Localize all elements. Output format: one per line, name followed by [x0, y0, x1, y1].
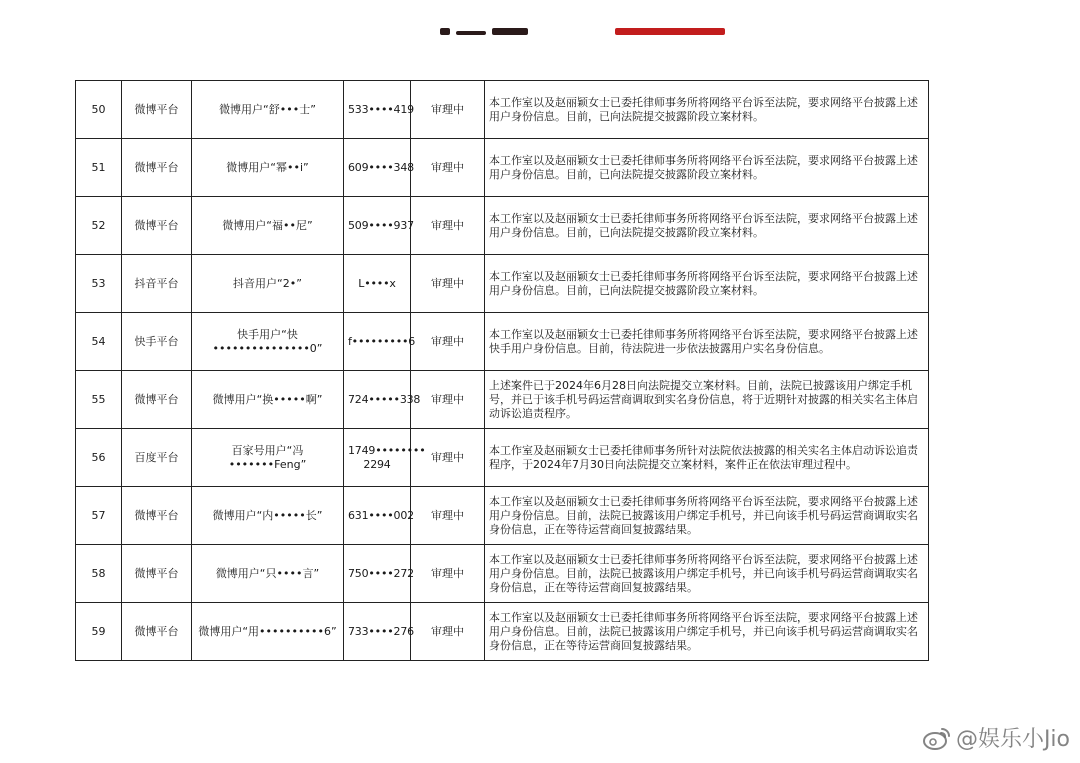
status-cell: 审理中: [411, 429, 485, 487]
status-cell: 审理中: [411, 139, 485, 197]
platform-cell: 抖音平台: [122, 255, 192, 313]
user-cell: 微博用户“幂••i”: [192, 139, 344, 197]
user-id-cell: f•••••••••6: [344, 313, 411, 371]
user-id-cell: 631••••002: [344, 487, 411, 545]
platform-cell: 微博平台: [122, 139, 192, 197]
progress-cell: 本工作室以及赵丽颖女士已委托律师事务所将网络平台诉至法院，要求网络平台披露上述用户身份信息。目前，已向法院提交披露阶段立案材料。: [485, 197, 929, 255]
case-table: [75, 80, 929, 661]
user-cell: 微博用户“舒•••士”: [192, 81, 344, 139]
table-row: [76, 603, 929, 661]
platform-cell: 微博平台: [122, 603, 192, 661]
weibo-icon: [922, 725, 952, 751]
table-row: [76, 255, 929, 313]
watermark-text: @娱乐小Jio: [955, 727, 1070, 752]
case-table-body: [76, 81, 929, 661]
user-cell: 微博用户“内•••••长”: [192, 487, 344, 545]
table-row: [76, 371, 929, 429]
row-number: 56: [76, 429, 122, 487]
table-row: [76, 81, 929, 139]
status-cell: 审理中: [411, 313, 485, 371]
user-id-cell: 1749•••••••• 2294: [344, 429, 411, 487]
user-id-cell: L••••x: [344, 255, 411, 313]
progress-cell: 本工作室及赵丽颖女士已委托律师事务所针对法院依法披露的相关实名主体启动诉讼追责程序，于2024年7月30日向法院提交立案材料，案件正在依法审理过程中。: [485, 429, 929, 487]
platform-cell: 微博平台: [122, 545, 192, 603]
platform-cell: 快手平台: [122, 313, 192, 371]
table-row: [76, 313, 929, 371]
progress-cell: 上述案件已于2024年6月28日向法院提交立案材料。目前，法院已披露该用户绑定手机号，并已于该手机号码运营商调取到实名身份信息，将于近期针对披露的相关实名主体启动诉讼追责程序。: [485, 371, 929, 429]
status-cell: 审理中: [411, 255, 485, 313]
user-id-cell: 609••••348: [344, 139, 411, 197]
progress-cell: 本工作室以及赵丽颖女士已委托律师事务所将网络平台诉至法院，要求网络平台披露上述用户身份信息。目前，已向法院提交披露阶段立案材料。: [485, 81, 929, 139]
watermark: [922, 722, 1070, 753]
user-id-cell: 533••••419: [344, 81, 411, 139]
row-number: 54: [76, 313, 122, 371]
row-number: 50: [76, 81, 122, 139]
table-row: [76, 139, 929, 197]
status-cell: 审理中: [411, 371, 485, 429]
user-id-cell: 724•••••338: [344, 371, 411, 429]
status-cell: 审理中: [411, 487, 485, 545]
user-cell: 快手用户“快•••••••••••••••0”: [192, 313, 344, 371]
user-id-cell: 750••••272: [344, 545, 411, 603]
user-id-cell: 509••••937: [344, 197, 411, 255]
table-row: [76, 487, 929, 545]
row-number: 55: [76, 371, 122, 429]
progress-cell: 本工作室以及赵丽颖女士已委托律师事务所将网络平台诉至法院，要求网络平台披露上述用户身份信息。目前，法院已披露该用户绑定手机号，并已向该手机号码运营商调取实名身份信息，正在等待运营商回复披露结果。: [485, 603, 929, 661]
user-id-cell: 733••••276: [344, 603, 411, 661]
status-cell: 审理中: [411, 603, 485, 661]
row-number: 53: [76, 255, 122, 313]
table-row: [76, 197, 929, 255]
platform-cell: 微博平台: [122, 197, 192, 255]
status-cell: 审理中: [411, 81, 485, 139]
cropped-header-fragment: [440, 22, 740, 38]
progress-cell: 本工作室以及赵丽颖女士已委托律师事务所将网络平台诉至法院，要求网络平台披露上述用户身份信息。目前，已向法院提交披露阶段立案材料。: [485, 139, 929, 197]
platform-cell: 微博平台: [122, 81, 192, 139]
status-cell: 审理中: [411, 197, 485, 255]
row-number: 52: [76, 197, 122, 255]
progress-cell: 本工作室以及赵丽颖女士已委托律师事务所将网络平台诉至法院，要求网络平台披露上述快手用户身份信息。目前，待法院进一步依法披露用户实名身份信息。: [485, 313, 929, 371]
user-cell: 微博用户“用••••••••••6”: [192, 603, 344, 661]
table-row: [76, 545, 929, 603]
progress-cell: 本工作室以及赵丽颖女士已委托律师事务所将网络平台诉至法院，要求网络平台披露上述用户身份信息。目前，法院已披露该用户绑定手机号，并已向该手机号码运营商调取实名身份信息，正在等待运营商回复披露结果。: [485, 487, 929, 545]
status-cell: 审理中: [411, 545, 485, 603]
progress-cell: 本工作室以及赵丽颖女士已委托律师事务所将网络平台诉至法院，要求网络平台披露上述用户身份信息。目前，已向法院提交披露阶段立案材料。: [485, 255, 929, 313]
platform-cell: 微博平台: [122, 487, 192, 545]
table-row: [76, 429, 929, 487]
progress-cell: 本工作室以及赵丽颖女士已委托律师事务所将网络平台诉至法院，要求网络平台披露上述用户身份信息。目前，法院已披露该用户绑定手机号，并已向该手机号码运营商调取实名身份信息，正在等待运营商回复披露结果。: [485, 545, 929, 603]
platform-cell: 百度平台: [122, 429, 192, 487]
user-cell: 百家号用户“冯•••••••Feng”: [192, 429, 344, 487]
user-cell: 微博用户“只••••言”: [192, 545, 344, 603]
row-number: 59: [76, 603, 122, 661]
row-number: 57: [76, 487, 122, 545]
platform-cell: 微博平台: [122, 371, 192, 429]
user-cell: 抖音用户“2•”: [192, 255, 344, 313]
user-cell: 微博用户“福••尼”: [192, 197, 344, 255]
row-number: 58: [76, 545, 122, 603]
row-number: 51: [76, 139, 122, 197]
user-cell: 微博用户“换•••••啊”: [192, 371, 344, 429]
